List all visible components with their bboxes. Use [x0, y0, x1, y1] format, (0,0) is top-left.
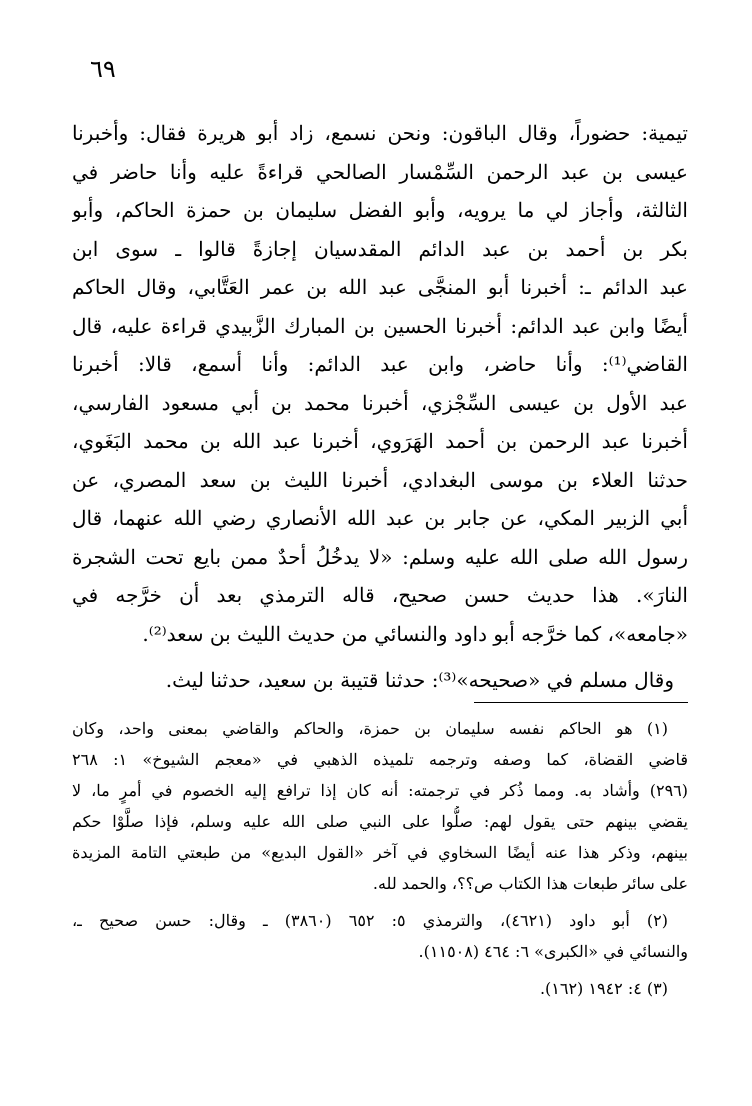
text-line: أبي الزبير المكي، عن جابر بن عبد الله الأنصاري رضي الله عنهما، قال: [72, 506, 688, 530]
paragraph-muslim: وقال مسلم في «صحيحه»⁽³⁾: حدثنا قتيبة بن سعيد، حدثنا ليث.: [165, 668, 674, 692]
footnote-1-line: بينهم، وذكر هذا عنه أيضًا السخاوي في آخر «القول البديع» من طبعتي التامة المزيدة: [72, 843, 688, 862]
text-line: النارَ». هذا حديث حسن صحيح، قاله الترمذي بعد أن خرَّجه في: [72, 583, 688, 607]
footnote-3-line: (٣) ٤: ١٩٤٢ (١٦٢).: [539, 979, 668, 998]
text-line: أخبرنا عبد الرحمن بن أحمد الهَرَوي، أخبرنا عبد الله بن محمد البَغَوي،: [72, 429, 688, 453]
page-number: ٦٩: [90, 55, 116, 83]
text-line: عبد الأول بن عيسى السِّجْزي، أخبرنا محمد بن أبي مسعود الفارسي،: [72, 390, 688, 415]
text-line: عبد الدائم ـ: أخبرنا أبو المنجَّى عبد الله بن عمر العَتَّابي، وقال الحاكم: [72, 275, 688, 299]
text-line: الثالثة، وأجاز لي ما يرويه، وأبو الفضل سليمان بن حمزة الحاكم، وأبو: [72, 198, 688, 222]
text-line: حدثنا العلاء بن موسى البغدادي، أخبرنا الليث بن سعد المصري، عن: [72, 467, 688, 492]
footnote-1-line: على سائر طبعات هذا الكتاب ص؟؟، والحمد لله.: [372, 874, 688, 893]
text-line: تيمية: حضوراً، وقال الباقون: ونحن نسمع، زاد أبو هريرة فقال: وأخبرنا: [72, 121, 688, 145]
footnotes: [72, 713, 688, 1004]
footnote-2-line: (٢) أبو داود (٤٦٢١)، والترمذي ٥: ٦٥٢ (٣٨٦٠) ـ وقال: حسن صحيح ـ،: [72, 911, 669, 930]
footnote-2-line: والنسائي في «الكبرى» ٦: ٤٦٤ (١١٥٠٨).: [418, 942, 688, 961]
text-line: القاضي⁽¹⁾: وأنا حاضر، وابن عبد الدائم: وأنا أسمع، قالا: أخبرنا: [72, 352, 688, 376]
text-line: أيضًا وابن عبد الدائم: أخبرنا الحسين بن المبارك الزَّبيدي قراءة عليه، قال: [72, 313, 688, 338]
footnote-1-line: قاضي القضاة، كما وصفه وترجمه تلميذه الذهبي في «معجم الشيوخ» ١: ٢٦٨: [72, 750, 688, 769]
text-line: رسول الله صلى الله عليه وسلم: «لا يدخُلُ أحدٌ ممن بايع تحت الشجرة: [72, 544, 688, 569]
footnote-1-line: (١) هو الحاكم نفسه سليمان بن حمزة، والحاكم والقاضي بمعنى واحد، وكان: [72, 719, 668, 738]
footnote-1-line: (٢٩٦) وأشاد به. ومما ذُكر في ترجمته: أنه كان إذا ترافع إليه الخصوم في أمرٍ ما، لا: [72, 781, 688, 800]
text-line: «جامعه»، كما خرَّجه أبو داود والنسائي من حديث الليث بن سعد⁽²⁾.: [142, 621, 688, 646]
footnote-divider: [474, 702, 688, 703]
main-text: [72, 114, 688, 700]
text-line: عيسى بن عبد الرحمن السِّمْسار الصالحي قراءةً عليه وأنا حاضر في: [72, 159, 688, 184]
footnote-1-line: يقضي بينهم حتى يقول لهم: صلُّوا على النبي صلى الله عليه وسلم، فإذا صلَّوْا حكم: [72, 812, 688, 831]
text-line: بكر بن أحمد بن عبد الدائم المقدسيان إجازةً قالوا ـ سوى ابن: [72, 236, 688, 261]
